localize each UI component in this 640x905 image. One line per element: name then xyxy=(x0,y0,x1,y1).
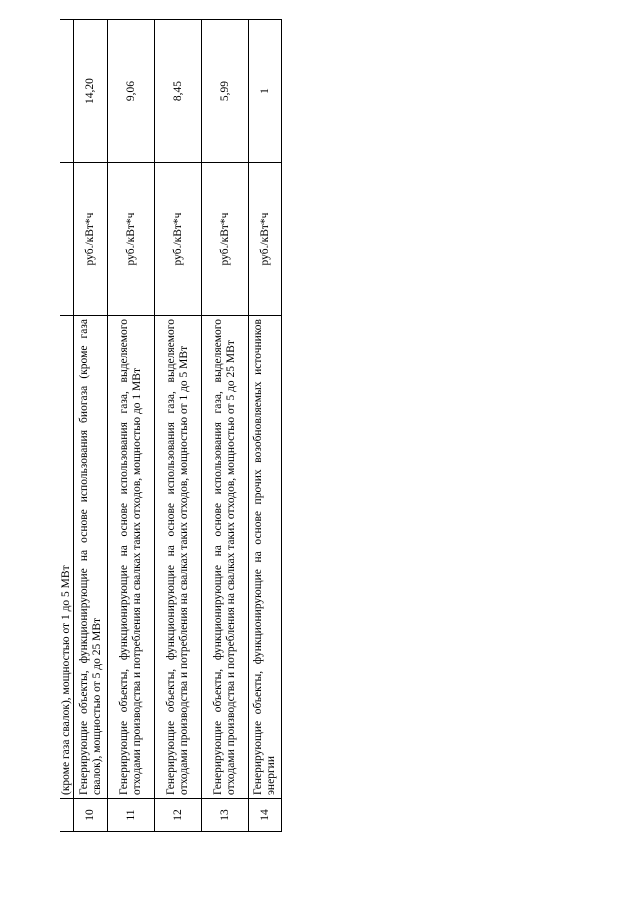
tariff-table xyxy=(60,19,282,832)
row-description: Генерирующие объекты, функционирующие на основе использования газа, выделяемого отходами производства и потребления на свалках таких отходов, мощностью от 5 до 25 МВт xyxy=(202,316,249,799)
row-description: Генерирующие объекты, функционирующие на основе использования газа, выделяемого отходами производства и потребления на свалках таких отходов, мощностью от 1 до 5 МВт xyxy=(155,316,202,799)
row-number: 10 xyxy=(74,799,108,832)
table-row xyxy=(202,20,249,832)
row-value: 9,06 xyxy=(108,20,155,163)
row-value xyxy=(60,20,74,163)
row-unit xyxy=(60,163,74,316)
row-number: 14 xyxy=(249,799,282,832)
row-unit: руб./кВт*ч xyxy=(202,163,249,316)
row-description: (кроме газа свалок), мощностью от 1 до 5 МВт xyxy=(60,316,74,799)
row-number xyxy=(60,799,74,832)
table-row xyxy=(60,20,74,832)
row-value: 8,45 xyxy=(155,20,202,163)
row-number: 12 xyxy=(155,799,202,832)
row-value: 14,20 xyxy=(74,20,108,163)
row-description: Генерирующие объекты, функционирующие на основе прочих возобновляемых источников энергии xyxy=(249,316,282,799)
row-value: 5,99 xyxy=(202,20,249,163)
row-unit: руб./кВт*ч xyxy=(74,163,108,316)
row-description: Генерирующие объекты, функционирующие на основе использования биогаза (кроме газа свалок), мощностью от 5 до 25 МВт xyxy=(74,316,108,799)
rotated-page xyxy=(60,48,278,832)
row-number: 13 xyxy=(202,799,249,832)
row-number: 11 xyxy=(108,799,155,832)
table-row xyxy=(249,20,282,832)
row-unit: руб./кВт*ч xyxy=(155,163,202,316)
table-row xyxy=(74,20,108,832)
row-description: Генерирующие объекты, функционирующие на основе использования газа, выделяемого отходами производства и потребления на свалках таких отходов, мощностью до 1 МВт xyxy=(108,316,155,799)
table-row xyxy=(108,20,155,832)
table-row xyxy=(155,20,202,832)
row-unit: руб./кВт*ч xyxy=(108,163,155,316)
row-value: 1 xyxy=(249,20,282,163)
row-unit: руб./кВт*ч xyxy=(249,163,282,316)
